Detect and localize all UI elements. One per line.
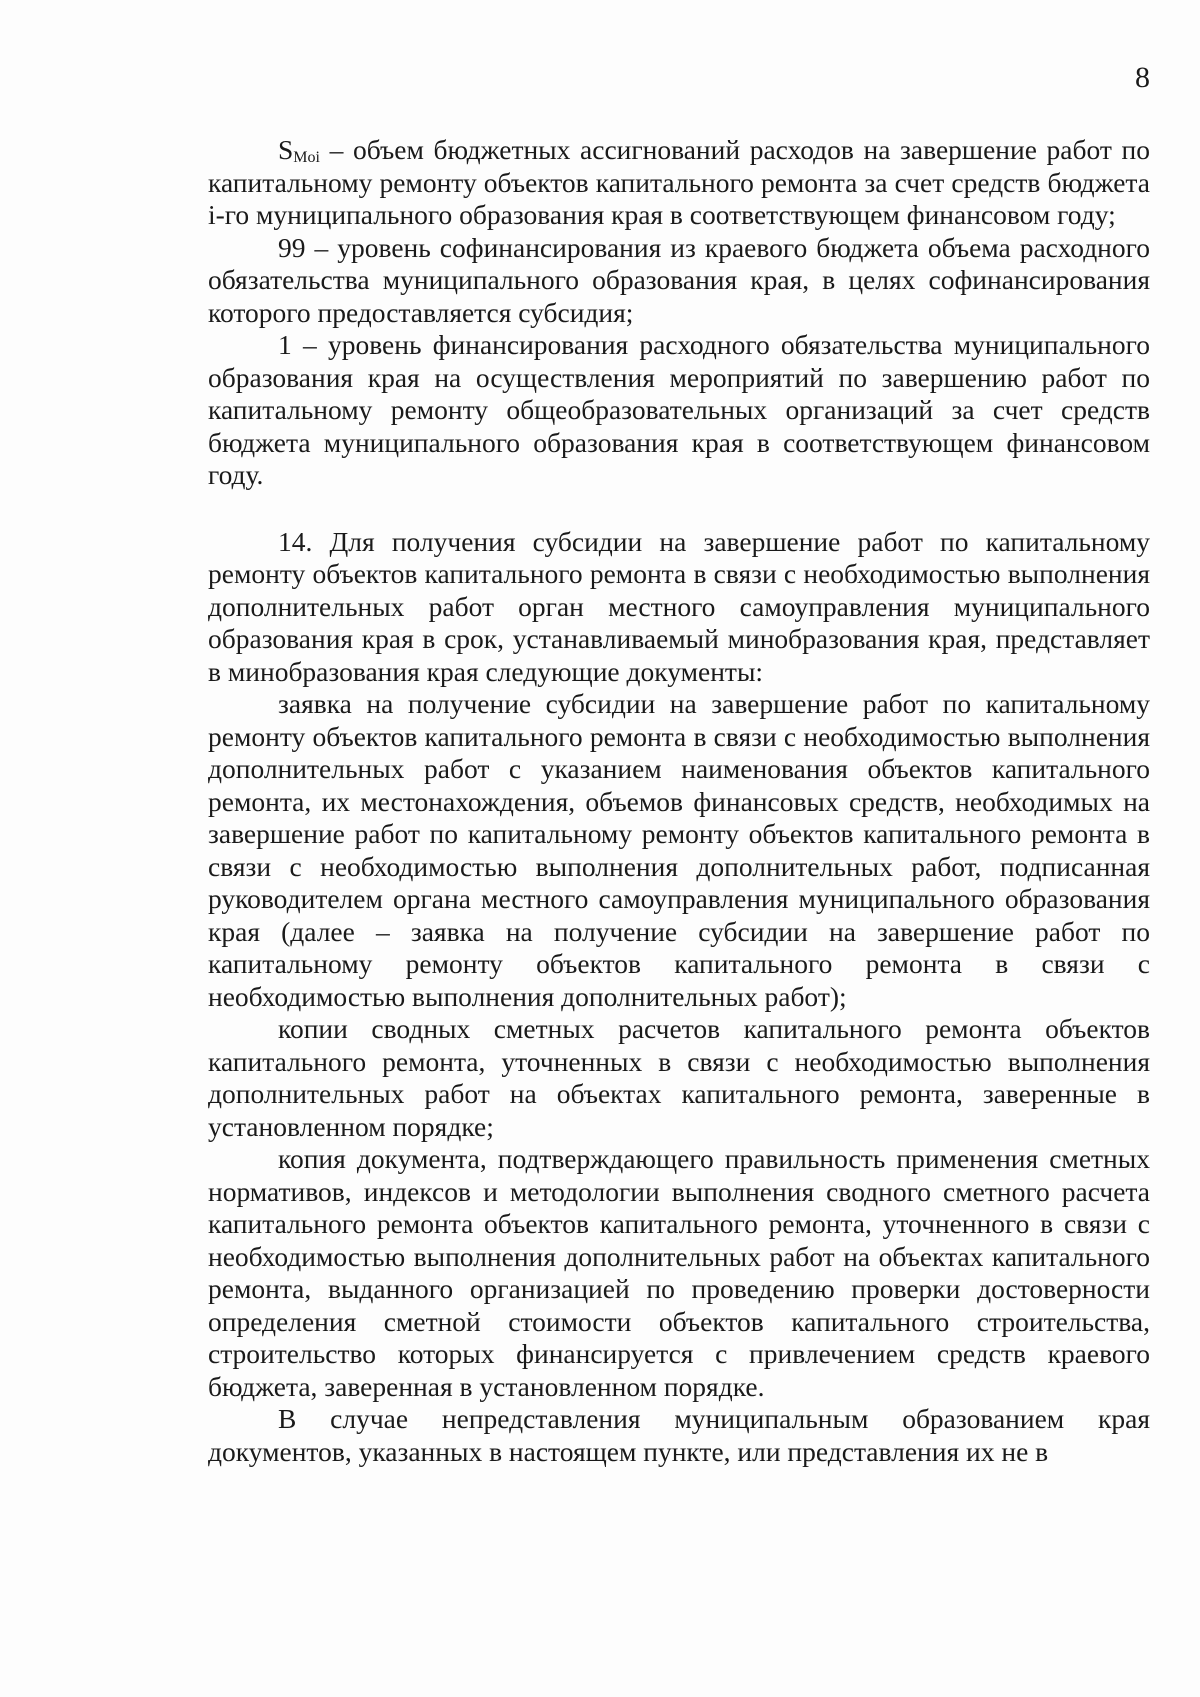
page-number: 8	[1135, 61, 1150, 94]
paragraph-verification-copy: копия документа, подтверждающего правильность применения сметных нормативов, индексов и методологии выполнения сводного сметного расчета капитального ремонта объектов капитального ремонта, уточненного в связи с необходимостью выполнения дополнительных работ на объектах капитального ремонта, выданного организацией по проведению проверки достоверности определения сметной стоимости объектов капитального строительства, строительство которых финансируется с привлечением средств краевого бюджета, заверенная в установленном порядке.	[208, 1143, 1150, 1402]
formula-symbol-subscript: Moi	[293, 149, 320, 166]
paragraph-text: – объем бюджетных ассигнований расходов на завершение работ по капитальному ремонту объектов капитального ремонта за счет средств бюджета i-го муниципального образования края в соответствующем финансовом году;	[208, 134, 1150, 230]
paragraph-1-definition: 1 – уровень финансирования расходного обязательства муниципального образования края на осуществления мероприятий по завершению работ по капитальному ремонту общеобразовательных организаций за счет средств бюджета муниципального образования края в соответствующем финансовом году.	[208, 329, 1150, 490]
paragraph-99-definition: 99 – уровень софинансирования из краевого бюджета объема расходного обязательства муниципального образования края, в целях софинансирования которого предоставляется субсидия;	[208, 231, 1150, 328]
paragraph-non-submission: В случае непредставления муниципальным образованием края документов, указанных в настоящем пункте, или представления их не в	[208, 1403, 1150, 1467]
paragraph-estimate-copies: копии сводных сметных расчетов капитального ремонта объектов капитального ремонта, уточненных в связи с необходимостью выполнения дополнительных работ на объектах капитального ремонта, заверенные в установленном порядке;	[208, 1013, 1150, 1142]
formula-symbol: S	[278, 134, 294, 165]
document-body	[208, 134, 1150, 1468]
paragraph-clause-14: 14. Для получения субсидии на завершение работ по капитальному ремонту объектов капитального ремонта в связи с необходимостью выполнения дополнительных работ орган местного самоуправления муниципального образования края в срок, устанавливаемый минобразования края, представляет в минобразования края следующие документы:	[208, 525, 1150, 687]
paragraph-smoi-definition	[208, 134, 1150, 232]
paragraph-application: заявка на получение субсидии на завершение работ по капитальному ремонту объектов капитального ремонта в связи с необходимостью выполнения дополнительных работ с указанием наименования объектов капитального ремонта, их местонахождения, объемов финансовых средств, необходимых на завершение работ по капитальному ремонту объектов капитального ремонта в связи с необходимостью выполнения дополнительных работ, подписанная руководителем органа местного самоуправления муниципального образования края (далее – заявка на получение субсидии на завершение работ по капитальному ремонту объектов капитального ремонта в связи с необходимостью выполнения дополнительных работ);	[208, 688, 1150, 1012]
